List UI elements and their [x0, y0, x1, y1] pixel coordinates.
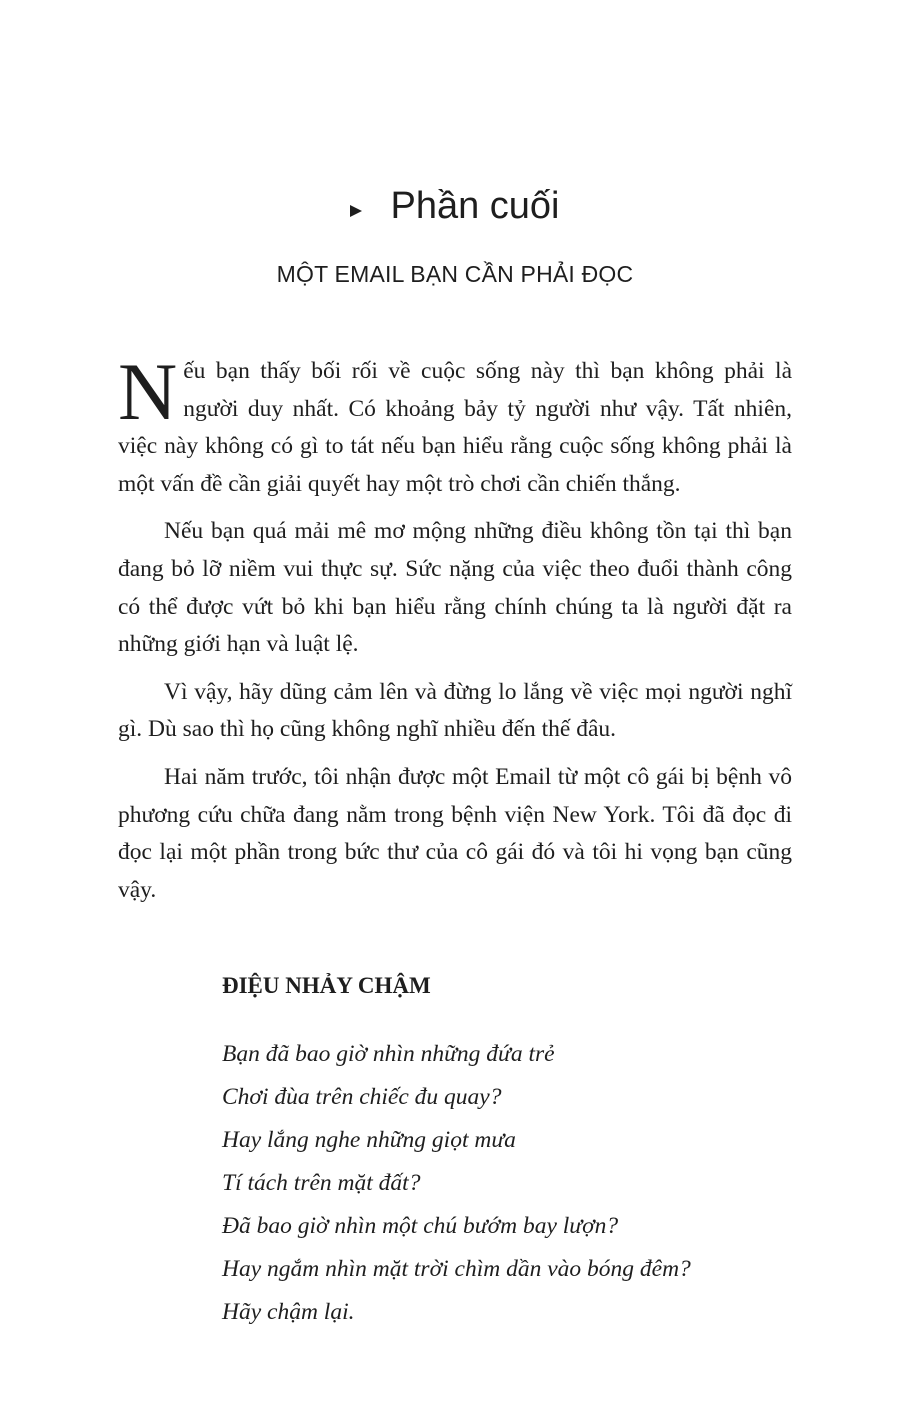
triangle-bullet-icon	[350, 205, 362, 217]
chapter-subtitle: MỘT EMAIL BẠN CẦN PHẢI ĐỌC	[276, 261, 634, 287]
poem-line: Đã bao giờ nhìn một chú bướm bay lượn?	[222, 1213, 619, 1239]
paragraph-3: Vì vậy, hãy dũng cảm lên và đừng lo lắng về việc mọi người nghĩ gì. Dù sao thì họ cũng không nghĩ nhiều đến thế đâu.	[118, 678, 792, 743]
poem-title: ĐIỆU NHẢY CHẬM	[222, 973, 431, 998]
poem	[222, 1036, 691, 1337]
body-text	[118, 346, 792, 919]
poem-line: Tí tách trên mặt đất?	[222, 1170, 421, 1196]
poem-line: Hay ngắm nhìn mặt trời chìm dần vào bóng đêm?	[222, 1256, 691, 1282]
paragraph-1	[118, 346, 792, 503]
paragraph-4: Hai năm trước, tôi nhận được một Email từ một cô gái bị bệnh vô phương cứu chữa đang nằm trong bệnh viện New York. Tôi đã đọc đi đọc lại một phần trong bức thư của cô gái đó và tôi hi vọng bạn cũng vậy.	[118, 763, 792, 903]
chapter-title: Phần cuối	[390, 185, 560, 227]
poem-line: Hãy chậm lại.	[222, 1299, 355, 1325]
poem-line: Hay lắng nghe những giọt mưa	[222, 1127, 516, 1153]
poem-line: Bạn đã bao giờ nhìn những đứa trẻ	[222, 1041, 555, 1067]
paragraph-1-text: ếu bạn thấy bối rối về cuộc sống này thì bạn không phải là người duy nhất. Có khoảng bảy tỷ người như vậy. Tất nhiên, việc này không có gì to tát nếu bạn hiểu rằng cuộc sống không phải là một vấn đề cần giải quyết hay một trò chơi cần chiến thắng.	[118, 358, 792, 497]
paragraph-2: Nếu bạn quá mải mê mơ mộng những điều không tồn tại thì bạn đang bỏ lỡ niềm vui thực sự. Sức nặng của việc theo đuổi thành công có thể được vứt bỏ khi bạn hiểu rằng chính chúng ta là người đặt ra những giới hạn và luật lệ.	[118, 518, 792, 658]
chapter-heading	[0, 178, 910, 234]
poem-line: Chơi đùa trên chiếc đu quay?	[222, 1084, 502, 1110]
drop-cap: N	[118, 346, 178, 437]
